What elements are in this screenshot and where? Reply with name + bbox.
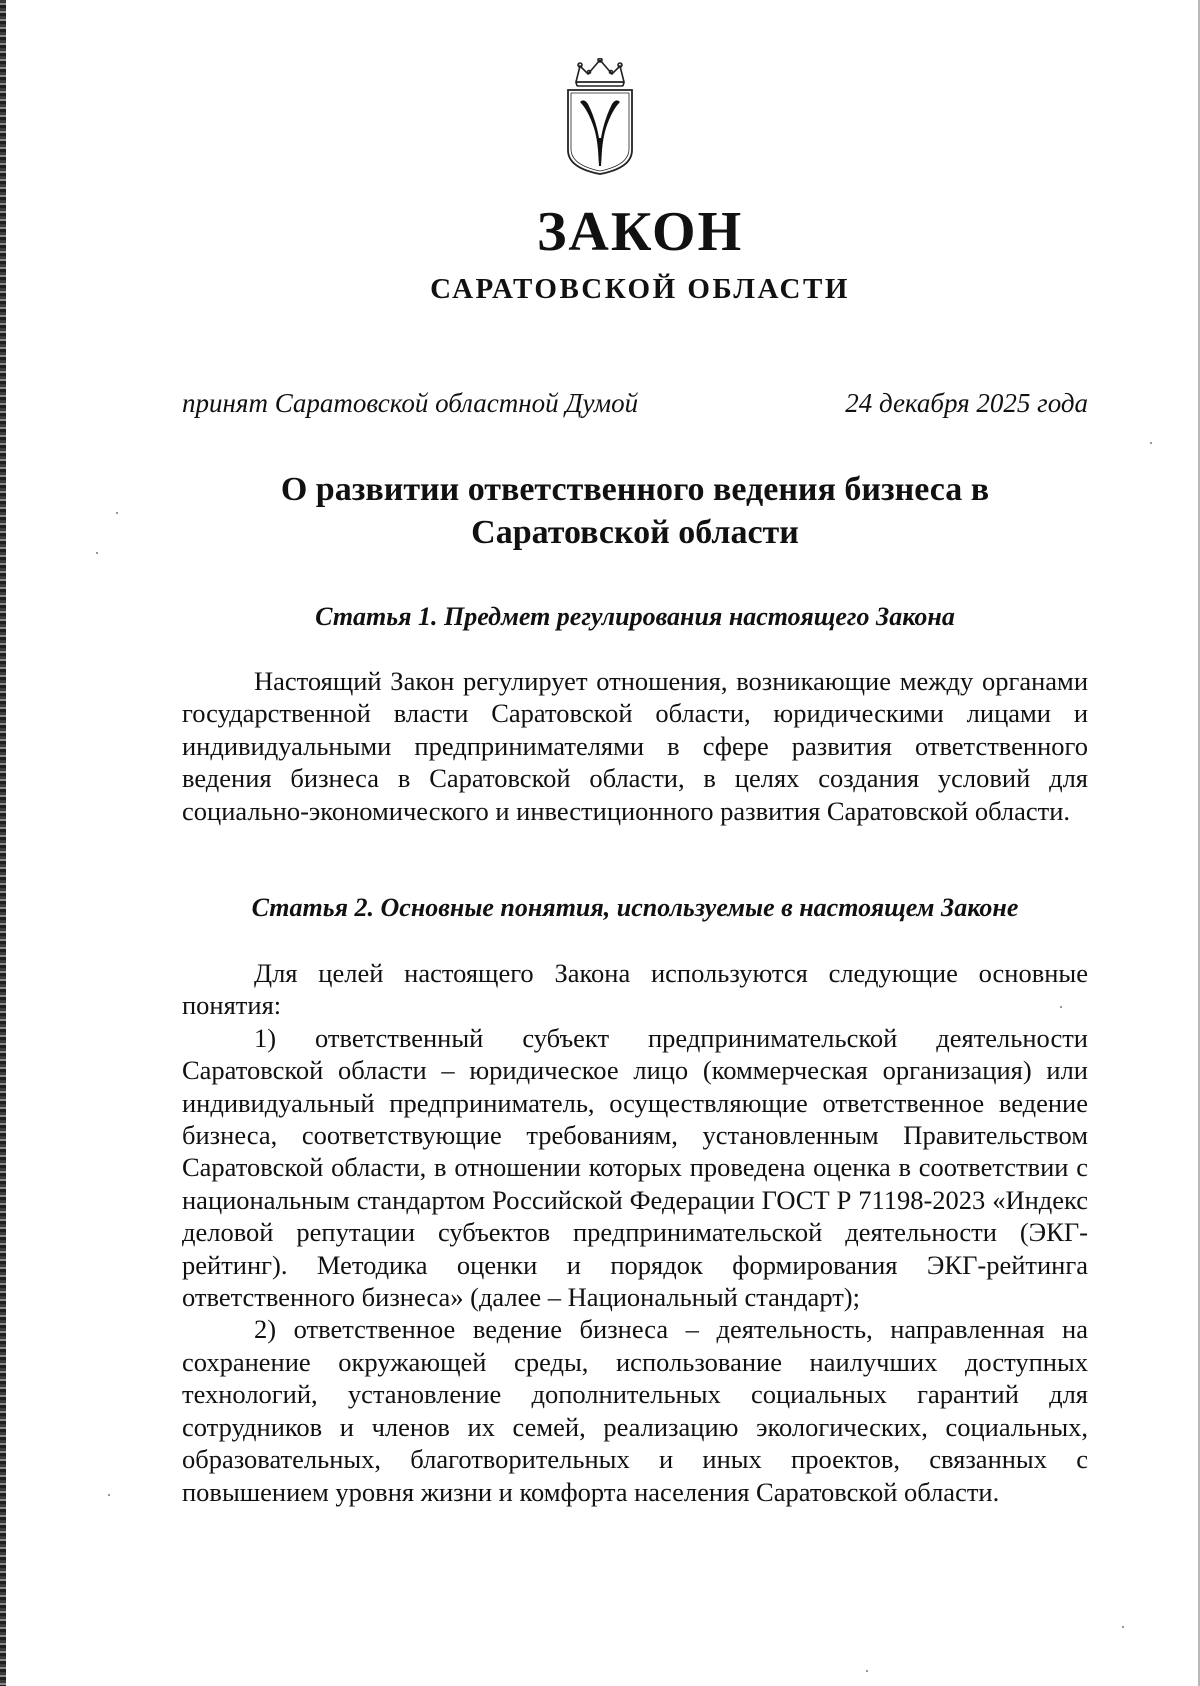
article-1-heading: Статья 1. Предмет регулирования настоящего Закона xyxy=(315,602,955,631)
article-1-body xyxy=(182,665,1088,827)
law-title: ЗАКОН xyxy=(536,201,744,263)
adopted-by: принят Саратовской областной Думой xyxy=(182,388,639,418)
scan-speck xyxy=(1060,1006,1062,1008)
article-2-body xyxy=(182,957,1088,1508)
article-2-heading: Статья 2. Основные понятия, используемые в настоящем Законе xyxy=(251,893,1019,922)
law-subtitle: САРАТОВСКОЙ ОБЛАСТИ xyxy=(430,273,850,305)
article-2-definition-2: 2) ответственное ведение бизнеса – деятельность, направленная на сохранение окружающей среды, использование наилучших доступных технологий, установление дополнительных социальных гарантий для сотрудников и членов их семей, реализацию экологических, социальных, образовательных, благотворительных и иных проектов, связанных с повышением уровня жизни и комфорта населения Саратовской области. xyxy=(182,1314,1088,1507)
document-title: О развитии ответственного ведения бизнеса в Саратовской области xyxy=(280,471,990,551)
scan-speck xyxy=(108,1494,110,1496)
scan-speck xyxy=(96,552,98,554)
scan-speck xyxy=(1122,1626,1124,1628)
adoption-date: 24 декабря 2025 года xyxy=(845,388,1088,418)
article-2-intro: Для целей настоящего Закона используются следующие основные понятия: xyxy=(182,958,1088,1021)
scan-speck xyxy=(1150,442,1152,444)
coat-of-arms-icon xyxy=(562,58,638,178)
article-1-paragraph: Настоящий Закон регулирует отношения, возникающие между органами государственной власти Саратовской области, юридическими лицами и индивидуальными предпринимателями в сфере развития ответственного ведения бизнеса в Саратовской области, в целях создания условий для социально-экономического и инвестиционного развития Саратовской области. xyxy=(182,666,1088,826)
scan-speck xyxy=(116,512,118,514)
article-2-definition-1: 1) ответственный субъект предпринимательской деятельности Саратовской области – юридическое лицо (коммерческая организация) или индивидуальный предприниматель, осуществляющие ответственное ведение бизнеса, соответствующие требованиям, установленным Правительством Саратовской области, в отношении которых проведена оценка в соответствии с национальным стандартом Российской Федерации ГОСТ Р 71198-2023 «Индекс деловой репутации субъектов предпринимательской деятельности (ЭКГ-рейтинг). Методика оценки и порядок формирования ЭКГ-рейтинга ответственного бизнеса» (далее – Национальный стандарт); xyxy=(182,1022,1088,1313)
scan-speck xyxy=(866,1670,868,1672)
